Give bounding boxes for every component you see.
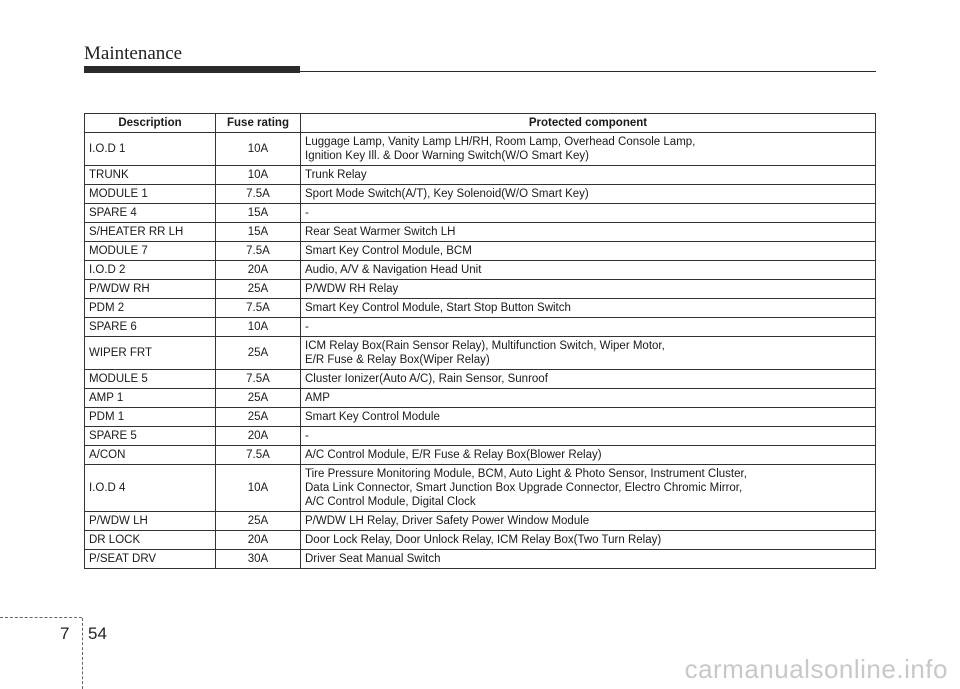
fuse-rating: 20A	[216, 261, 301, 280]
fuse-rating: 7.5A	[216, 370, 301, 389]
protected-component	[301, 531, 876, 550]
header-divider-thin	[300, 71, 876, 72]
fuse-rating: 25A	[216, 408, 301, 427]
protected-component-line: Ignition Key Ill. & Door Warning Switch(W/O Smart Key)	[305, 150, 589, 162]
protected-component-line: Door Lock Relay, Door Unlock Relay, ICM Relay Box(Two Turn Relay)	[305, 534, 662, 546]
table-row	[85, 531, 876, 550]
table-row	[85, 370, 876, 389]
column-header-fuse-rating: Fuse rating	[216, 114, 301, 133]
protected-component	[301, 166, 876, 185]
protected-component-line: -	[305, 430, 309, 442]
page-title: Maintenance	[84, 43, 183, 64]
protected-component	[301, 408, 876, 427]
fuse-rating: 7.5A	[216, 242, 301, 261]
table-row	[85, 280, 876, 299]
fuse-description: WIPER FRT	[85, 337, 216, 370]
protected-component	[301, 446, 876, 465]
fuse-rating: 10A	[216, 465, 301, 512]
fuse-rating: 10A	[216, 166, 301, 185]
fuse-description: MODULE 7	[85, 242, 216, 261]
protected-component-line: Smart Key Control Module, Start Stop Button Switch	[305, 302, 571, 314]
fuse-description: MODULE 5	[85, 370, 216, 389]
fuse-rating: 25A	[216, 512, 301, 531]
protected-component	[301, 133, 876, 166]
fuse-description: P/WDW RH	[85, 280, 216, 299]
table-header-row	[85, 114, 876, 133]
fuse-description: PDM 1	[85, 408, 216, 427]
fuse-description: PDM 2	[85, 299, 216, 318]
fuse-rating: 20A	[216, 427, 301, 446]
fuse-rating: 20A	[216, 531, 301, 550]
protected-component	[301, 465, 876, 512]
protected-component-line: AMP	[305, 392, 330, 404]
protected-component-line: Audio, A/V & Navigation Head Unit	[305, 264, 482, 276]
fuse-description: P/SEAT DRV	[85, 550, 216, 569]
fuse-rating: 25A	[216, 389, 301, 408]
table-row	[85, 223, 876, 242]
fuse-description: A/CON	[85, 446, 216, 465]
protected-component-line: Cluster Ionizer(Auto A/C), Rain Sensor, Sunroof	[305, 373, 548, 385]
protected-component	[301, 185, 876, 204]
protected-component	[301, 280, 876, 299]
table-row	[85, 242, 876, 261]
fuse-description: TRUNK	[85, 166, 216, 185]
header-divider-thick	[84, 66, 300, 73]
fuse-table	[84, 113, 876, 569]
fuse-description: P/WDW LH	[85, 512, 216, 531]
fuse-description: SPARE 4	[85, 204, 216, 223]
fuse-description: S/HEATER RR LH	[85, 223, 216, 242]
table-row	[85, 465, 876, 512]
column-header-protected-component: Protected component	[301, 114, 876, 133]
page-number: 54	[88, 624, 107, 643]
protected-component	[301, 370, 876, 389]
protected-component-line: Luggage Lamp, Vanity Lamp LH/RH, Room Lamp, Overhead Console Lamp,	[305, 136, 696, 148]
column-header-description: Description	[85, 114, 216, 133]
table-row	[85, 408, 876, 427]
table-row	[85, 261, 876, 280]
protected-component	[301, 318, 876, 337]
fuse-rating: 10A	[216, 318, 301, 337]
protected-component-line: -	[305, 321, 309, 333]
protected-component-line: P/WDW LH Relay, Driver Safety Power Window Module	[305, 515, 590, 527]
table-row	[85, 550, 876, 569]
watermark: carmanualsonline.info	[684, 654, 948, 684]
footer-divider-vertical	[82, 618, 83, 689]
fuse-rating: 15A	[216, 223, 301, 242]
table-row	[85, 512, 876, 531]
protected-component	[301, 389, 876, 408]
protected-component	[301, 261, 876, 280]
fuse-description: SPARE 6	[85, 318, 216, 337]
protected-component-line: ICM Relay Box(Rain Sensor Relay), Multifunction Switch, Wiper Motor,	[305, 340, 665, 352]
protected-component-line: Trunk Relay	[305, 169, 367, 181]
protected-component-line: Sport Mode Switch(A/T), Key Solenoid(W/O Smart Key)	[305, 188, 589, 200]
table-row	[85, 204, 876, 223]
fuse-description: AMP 1	[85, 389, 216, 408]
protected-component-line: Tire Pressure Monitoring Module, BCM, Auto Light & Photo Sensor, Instrument Cluster,	[305, 468, 747, 480]
fuse-rating: 7.5A	[216, 185, 301, 204]
table-row	[85, 427, 876, 446]
fuse-rating: 7.5A	[216, 299, 301, 318]
table-row	[85, 185, 876, 204]
protected-component	[301, 337, 876, 370]
chapter-number: 7	[60, 624, 70, 643]
protected-component	[301, 512, 876, 531]
fuse-rating: 25A	[216, 280, 301, 299]
fuse-rating: 30A	[216, 550, 301, 569]
protected-component-line: A/C Control Module, Digital Clock	[305, 496, 476, 508]
fuse-rating: 25A	[216, 337, 301, 370]
fuse-description: I.O.D 4	[85, 465, 216, 512]
protected-component-line: P/WDW RH Relay	[305, 283, 399, 295]
fuse-description: I.O.D 2	[85, 261, 216, 280]
fuse-rating: 15A	[216, 204, 301, 223]
protected-component-line: Smart Key Control Module, BCM	[305, 245, 472, 257]
fuse-description: DR LOCK	[85, 531, 216, 550]
fuse-description: I.O.D 1	[85, 133, 216, 166]
protected-component-line: Driver Seat Manual Switch	[305, 553, 441, 565]
footer-divider-horizontal	[0, 617, 82, 618]
fuse-description: MODULE 1	[85, 185, 216, 204]
protected-component-line: Data Link Connector, Smart Junction Box Upgrade Connector, Electro Chromic Mirror,	[305, 482, 743, 494]
fuse-rating: 7.5A	[216, 446, 301, 465]
protected-component-line: A/C Control Module, E/R Fuse & Relay Box(Blower Relay)	[305, 449, 602, 461]
protected-component	[301, 299, 876, 318]
table-row	[85, 318, 876, 337]
fuse-table-body	[85, 133, 876, 569]
protected-component-line: Smart Key Control Module	[305, 411, 440, 423]
protected-component-line: E/R Fuse & Relay Box(Wiper Relay)	[305, 354, 490, 366]
protected-component-line: Rear Seat Warmer Switch LH	[305, 226, 456, 238]
table-row	[85, 337, 876, 370]
fuse-rating: 10A	[216, 133, 301, 166]
table-row	[85, 389, 876, 408]
protected-component	[301, 204, 876, 223]
protected-component	[301, 550, 876, 569]
protected-component-line: -	[305, 207, 309, 219]
table-row	[85, 299, 876, 318]
table-row	[85, 446, 876, 465]
protected-component	[301, 427, 876, 446]
table-row	[85, 166, 876, 185]
protected-component	[301, 223, 876, 242]
table-row	[85, 133, 876, 166]
fuse-description: SPARE 5	[85, 427, 216, 446]
protected-component	[301, 242, 876, 261]
